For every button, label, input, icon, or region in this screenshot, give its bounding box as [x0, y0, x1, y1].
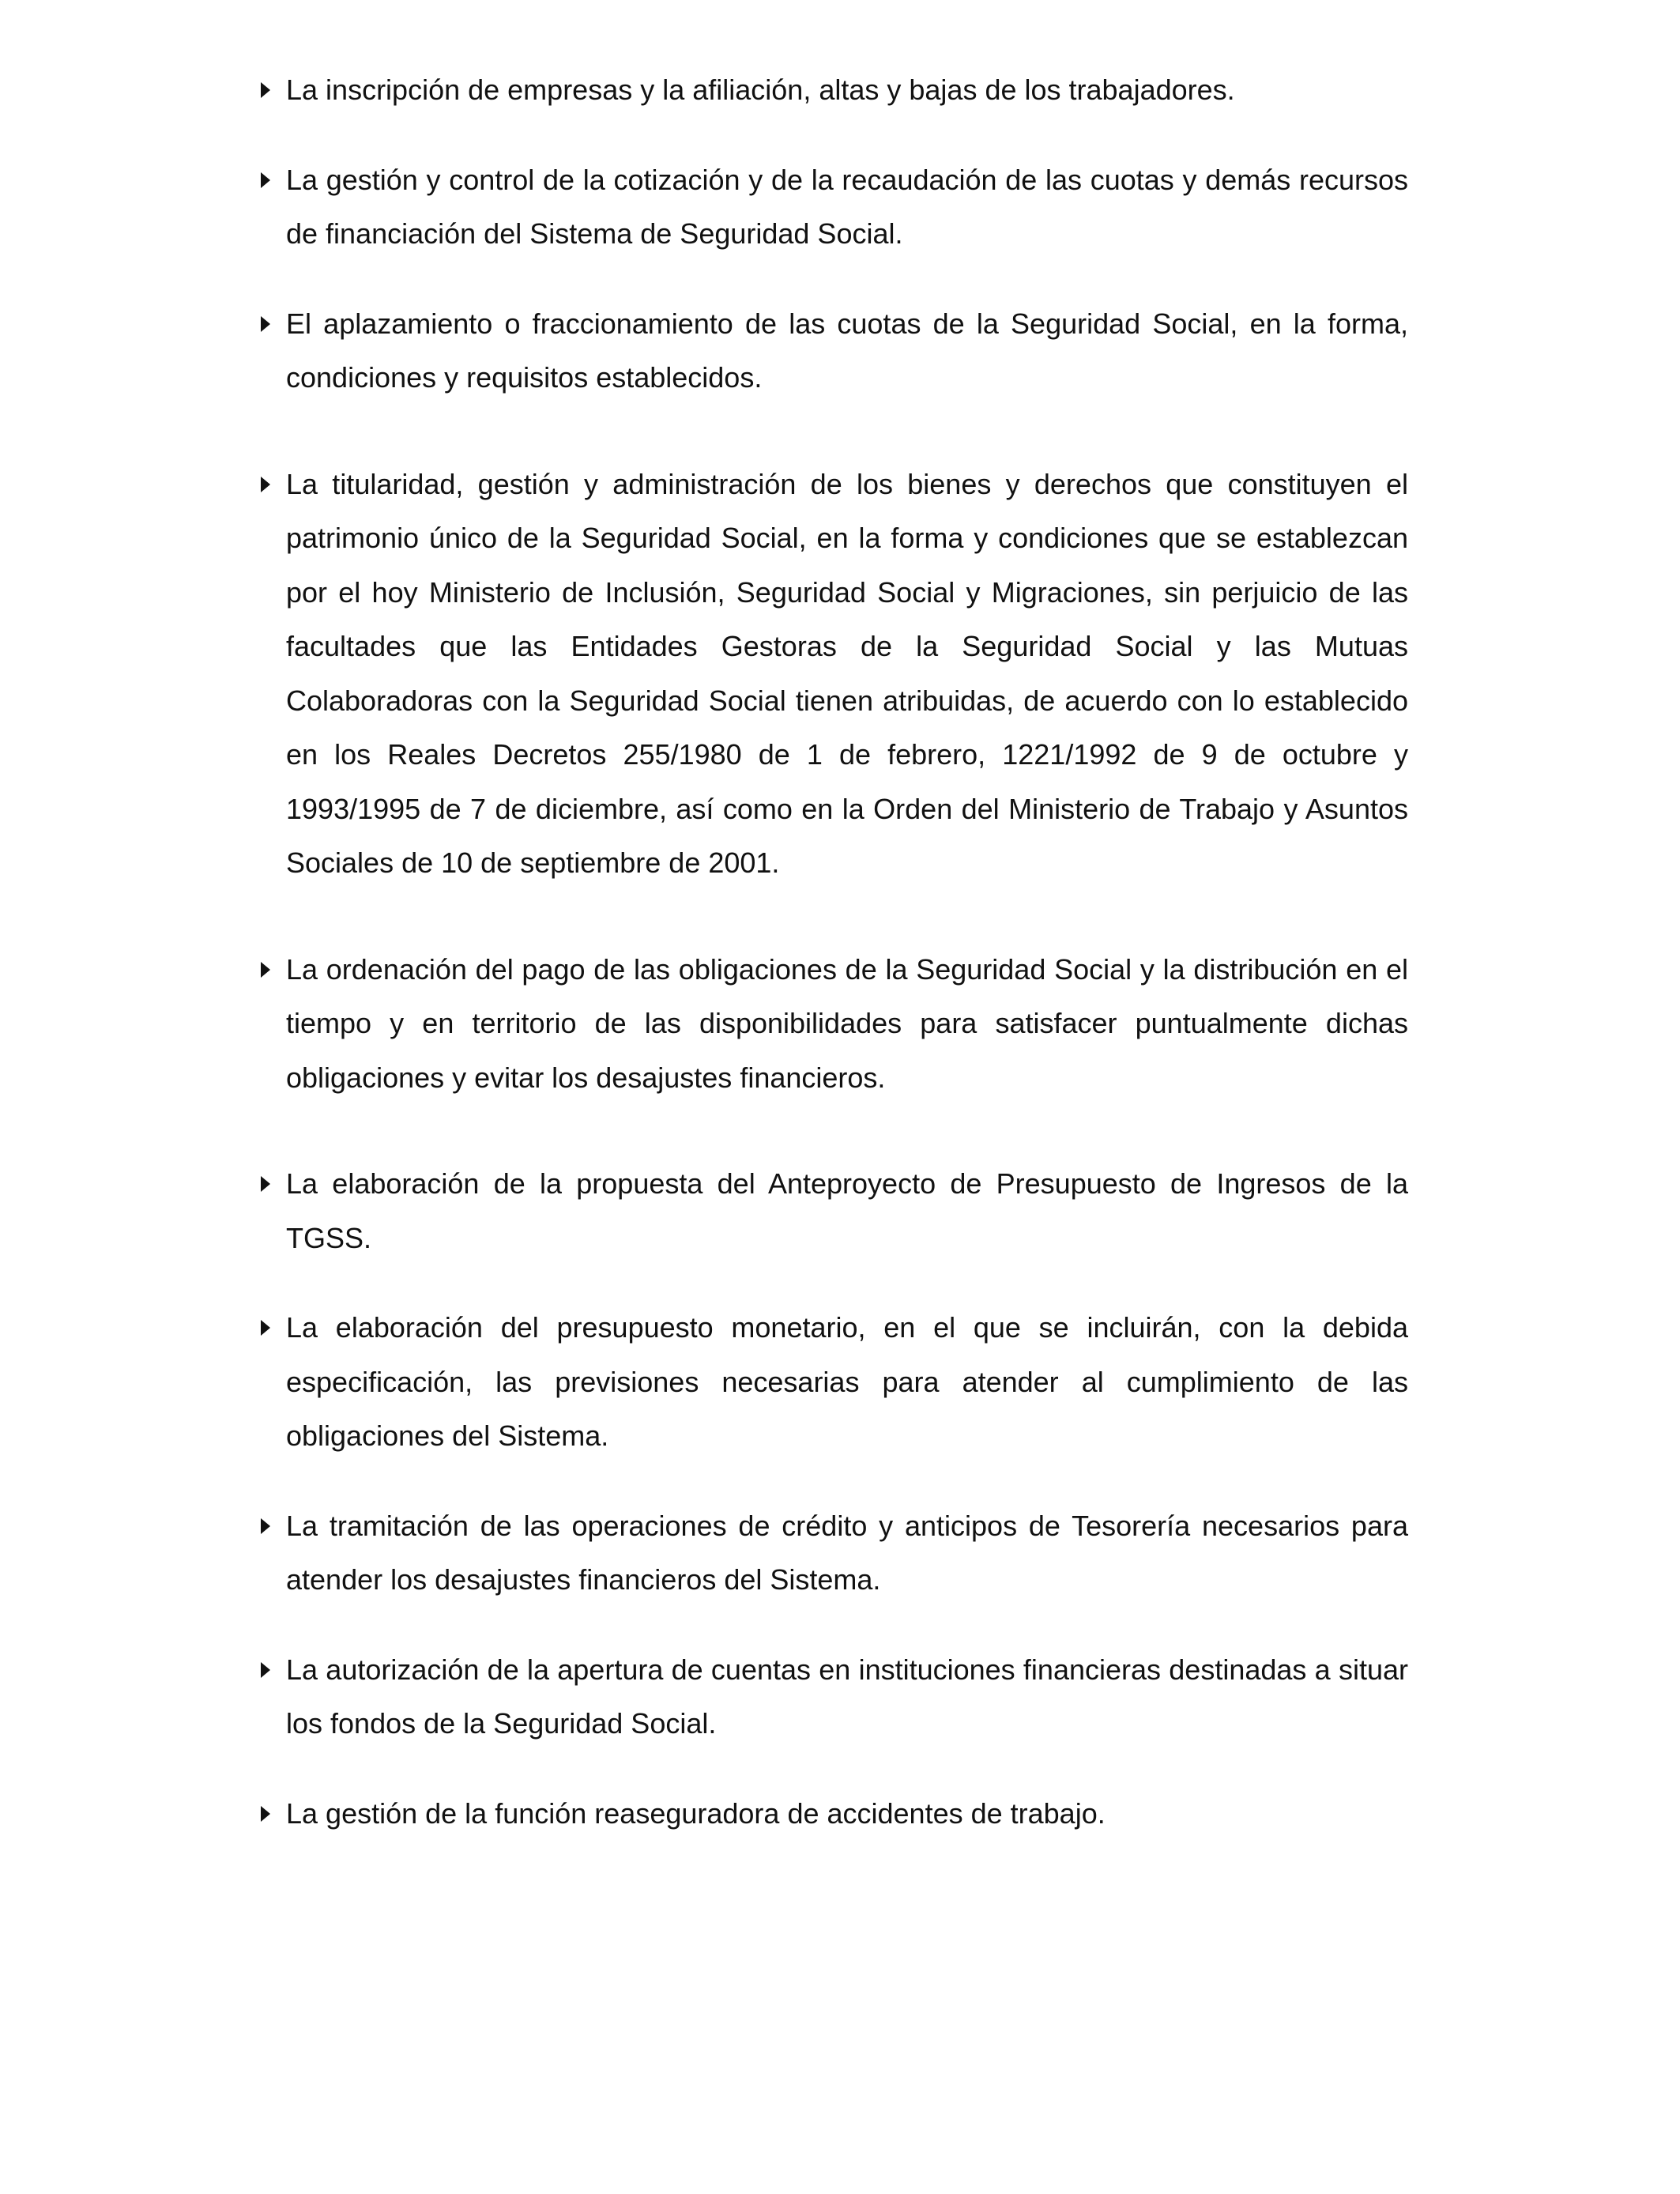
list-item: [254, 458, 1408, 891]
triangle-bullet-icon: [261, 1662, 270, 1678]
list-item-text: La elaboración del presupuesto monetario, en el que se incluirán, con la debida especificación, las previsiones necesarias para atender al cumplimiento de las obligaciones del Sistema.: [286, 1311, 1408, 1452]
list-item-text: La gestión de la función reaseguradora de accidentes de trabajo.: [286, 1796, 1106, 1830]
triangle-bullet-icon: [261, 1176, 270, 1192]
list-item-text: La gestión y control de la cotización y de la recaudación de las cuotas y demás recursos de financiación del Sistema de Seguridad Social.: [286, 163, 1408, 250]
list-item: [254, 153, 1408, 262]
bullet-list: [254, 63, 1408, 1841]
triangle-bullet-icon: [261, 477, 270, 492]
triangle-bullet-icon: [261, 962, 270, 978]
list-item: [254, 297, 1408, 405]
list-item: [254, 1643, 1408, 1751]
triangle-bullet-icon: [261, 1320, 270, 1336]
list-item-text: La inscripción de empresas y la afiliación, altas y bajas de los trabajadores.: [286, 74, 1235, 106]
triangle-bullet-icon: [261, 316, 270, 332]
list-item: [254, 63, 1408, 118]
list-item: [254, 1787, 1408, 1842]
triangle-bullet-icon: [261, 82, 270, 98]
list-item-text: La ordenación del pago de las obligaciones de la Seguridad Social y la distribución en el tiempo y en territorio de las disponibilidades para satisfacer puntualmente dichas obligaciones y evitar los desajustes financieros.: [286, 952, 1408, 1094]
triangle-bullet-icon: [261, 1518, 270, 1534]
list-item-text: El aplazamiento o fraccionamiento de las cuotas de la Seguridad Social, en la forma, condiciones y requisitos establecidos.: [286, 307, 1408, 394]
list-item-text: La autorización de la apertura de cuentas en instituciones financieras destinadas a situar los fondos de la Seguridad Social.: [286, 1653, 1408, 1740]
list-item-text: La titularidad, gestión y administración de los bienes y derechos que constituyen el patrimonio único de la Seguridad Social, en la forma y condiciones que se establezcan por el hoy Ministerio de Inclusión, Seguridad Social y Migraciones, sin perjuicio de las facultades que las Entidades Gestoras de la Seguridad Social y las Mutuas Colaboradoras con la Seguridad Social tienen atribuidas, de acuerdo con lo establecido en los Reales Decretos 255/1980 de 1 de febrero, 1221/1992 de 9 de octubre y 1993/1995 de 7 de diciembre, así como en la Orden del Ministerio de Trabajo y Asuntos Sociales de 10 de septiembre de 2001.: [286, 467, 1408, 879]
list-item-text: La tramitación de las operaciones de crédito y anticipos de Tesorería necesarios para atender los desajustes financieros del Sistema.: [286, 1509, 1408, 1596]
list-item: [254, 1301, 1408, 1464]
list-item: [254, 1499, 1408, 1608]
list-item: [254, 943, 1408, 1106]
triangle-bullet-icon: [261, 1806, 270, 1822]
triangle-bullet-icon: [261, 172, 270, 188]
list-item-text: La elaboración de la propuesta del Anteproyecto de Presupuesto de Ingresos de la TGSS.: [286, 1167, 1408, 1254]
list-item: [254, 1157, 1408, 1265]
